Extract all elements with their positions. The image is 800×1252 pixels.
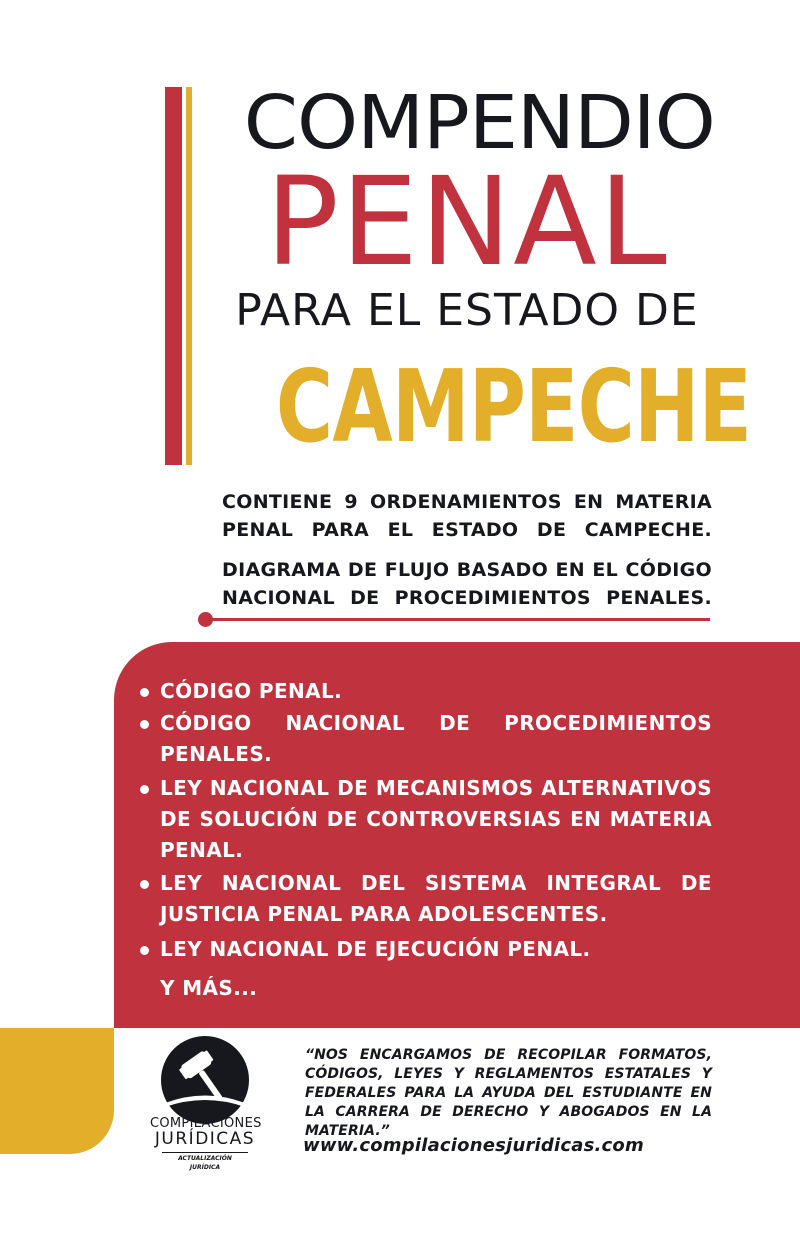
contents-item-justicia-adolescentes [160, 868, 712, 930]
divider-rule [205, 618, 710, 621]
title-campeche: CAMPECHE [275, 348, 752, 465]
description-diagrama: DIAGRAMA DE FLUJO BASADO EN EL CÓDIGO NACIONAL DE PROCEDIMIENTOS PENALES. [222, 559, 712, 609]
decorative-red-bar [165, 87, 182, 465]
contents-more: Y MÁS... [160, 976, 258, 1000]
bullet-icon [140, 720, 149, 729]
decorative-gold-bar [186, 87, 192, 465]
bullet-icon [140, 880, 149, 889]
contents-item-codigo-penal [160, 676, 712, 707]
title-para-el-estado-de: PARA EL ESTADO DE [235, 285, 699, 336]
contents-item-label: CÓDIGO PENAL. [160, 679, 343, 703]
title-penal: PENAL [265, 151, 669, 293]
bullet-icon [140, 946, 149, 955]
contents-item-cnpp [160, 708, 712, 770]
contents-item-label: LEY NACIONAL DE MECANISMOS ALTERNATIVOS DE SOLUCIÓN DE CONTROVERSIAS EN MATERIA PENAL. [160, 776, 712, 862]
logo-line-juridicas: JURÍDICAS [154, 1129, 256, 1149]
bullet-icon [140, 785, 149, 794]
description-ordenamientos: CONTIENE 9 ORDENAMIENTOS EN MATERIA PENAL PARA EL ESTADO DE CAMPECHE. [222, 491, 712, 541]
divider-dot [198, 612, 213, 627]
publisher-website-link[interactable]: www.compilacionesjuridicas.com [303, 1135, 644, 1156]
logo-tagline: ACTUALIZACIÓN JURÍDICA [162, 1152, 248, 1172]
decorative-gold-corner [0, 1028, 114, 1154]
contents-item-ejecucion-penal [160, 934, 712, 965]
contents-item-label: LEY NACIONAL DEL SISTEMA INTEGRAL DE JUSTICIA PENAL PARA ADOLESCENTES. [160, 871, 712, 926]
bullet-icon [140, 688, 149, 697]
logo-line-compilaciones: COMPILACIONES [150, 1116, 262, 1131]
contents-item-label: CÓDIGO NACIONAL DE PROCEDIMIENTOS PENALES. [160, 711, 712, 766]
contents-item-mecanismos-alternativos [160, 773, 712, 866]
title-compendio: COMPENDIO [243, 80, 715, 166]
publisher-quote: “NOS ENCARGAMOS DE RECOPILAR FORMATOS, CÓDIGOS, LEYES Y REGLAMENTOS ESTATALES Y FEDERALES PARA LA AYUDA DEL ESTUDIANTE EN LA CARRERA DE DERECHO Y ABOGADOS EN LA MATERIA.” [305, 1047, 712, 1139]
contents-item-label: LEY NACIONAL DE EJECUCIÓN PENAL. [160, 937, 591, 961]
